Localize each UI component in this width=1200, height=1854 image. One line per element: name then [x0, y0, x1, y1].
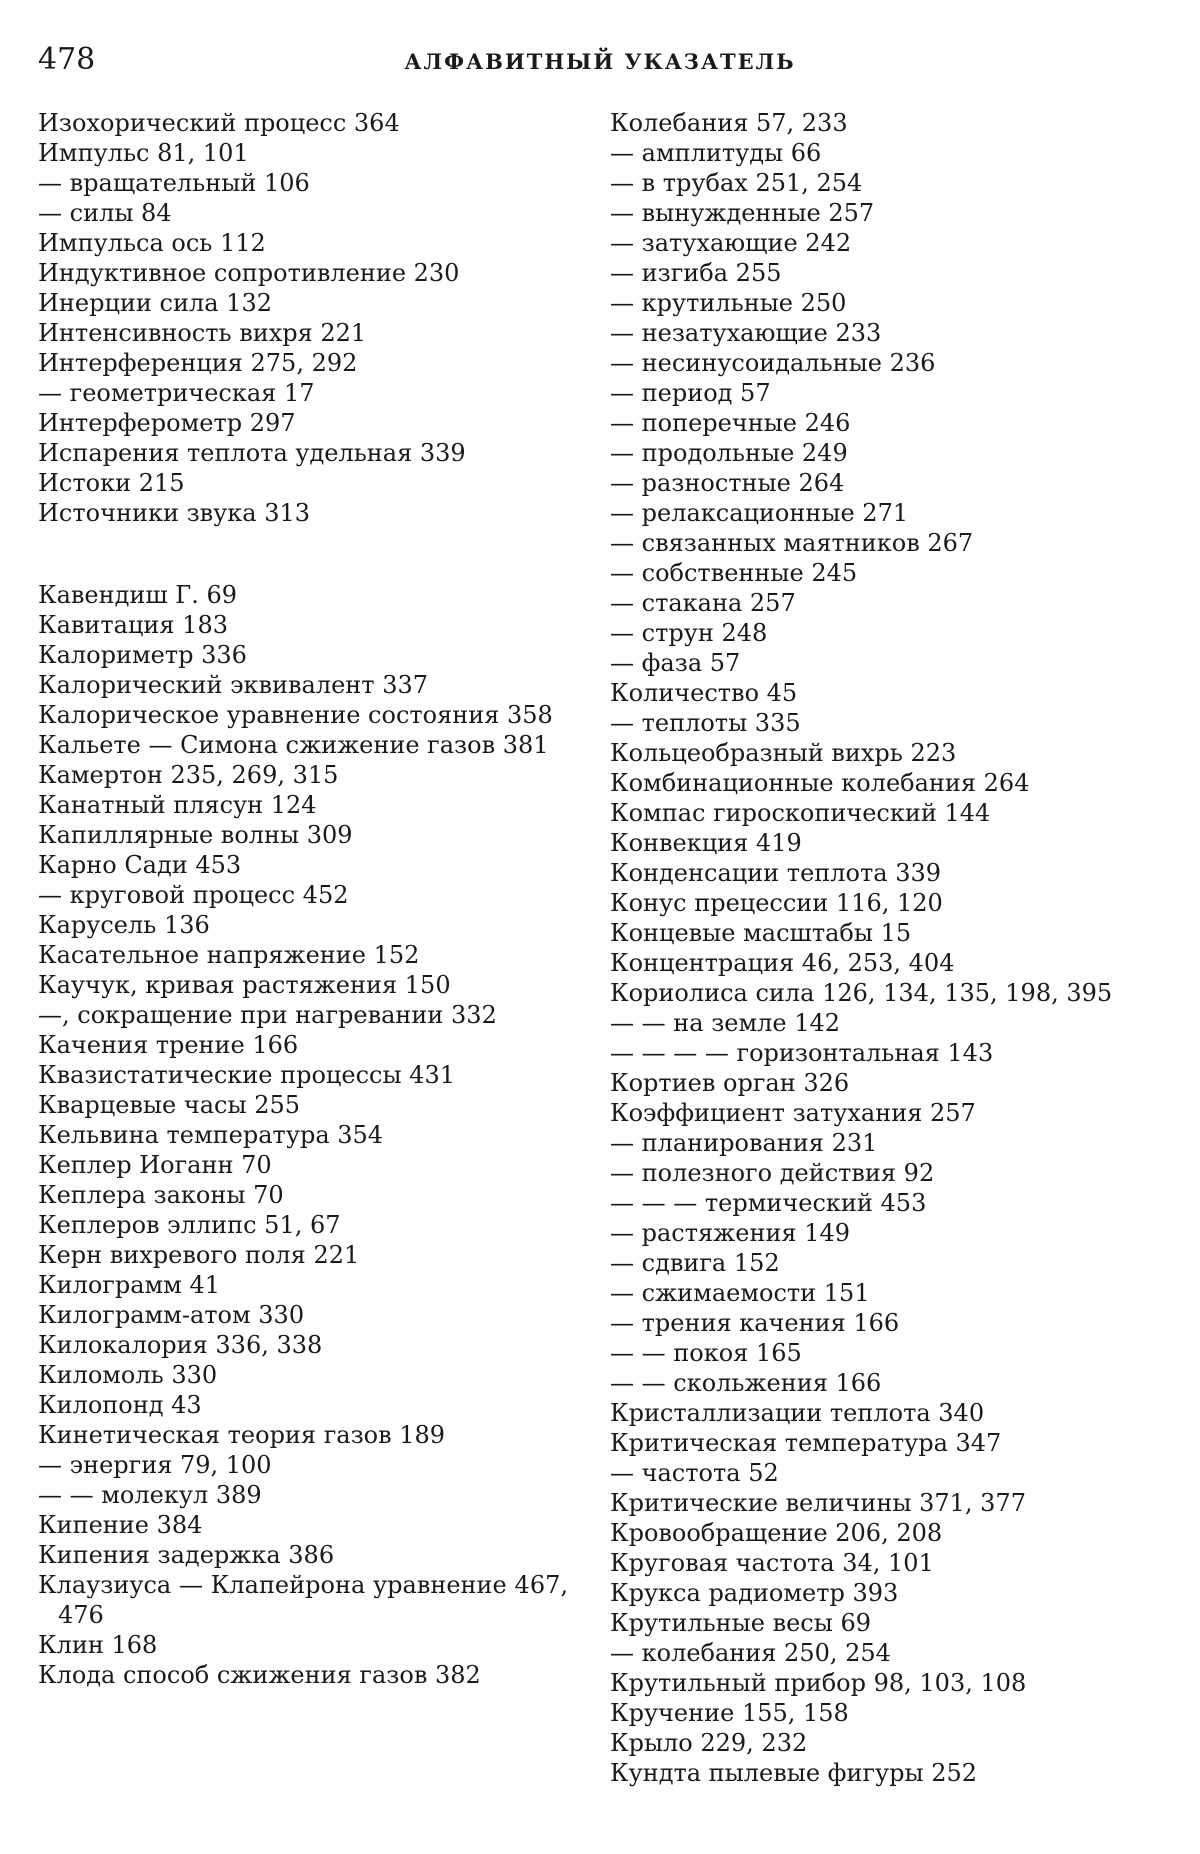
- index-entry: Интерференция 275, 292: [38, 349, 358, 377]
- index-entry: Испарения теплота удельная 339: [38, 439, 466, 467]
- index-entry: Коэффициент затухания 257: [610, 1099, 976, 1127]
- index-entry: Канатный плясун 124: [38, 791, 317, 819]
- index-entry: Изохорический процесс 364: [38, 109, 400, 137]
- index-entry: — колебания 250, 254: [610, 1639, 891, 1667]
- index-entry: —, сокращение при нагревании 332: [38, 1001, 497, 1029]
- index-entry: Калорический эквивалент 337: [38, 671, 428, 699]
- index-entry: — теплоты 335: [610, 709, 801, 737]
- index-entry: Источники звука 313: [38, 499, 311, 527]
- index-entry: Кортиев орган 326: [610, 1069, 850, 1097]
- index-entry: — — — термический 453: [610, 1189, 927, 1217]
- index-entry: — амплитуды 66: [610, 139, 822, 167]
- index-entry: — поперечные 246: [610, 409, 851, 437]
- index-entry: Концентрация 46, 253, 404: [610, 949, 955, 977]
- index-entry: Кручение 155, 158: [610, 1699, 849, 1727]
- index-entry: — период 57: [610, 379, 771, 407]
- index-entry: Качения трение 166: [38, 1031, 299, 1059]
- index-entry: Круговая частота 34, 101: [610, 1549, 934, 1577]
- index-entry: Керн вихревого поля 221: [38, 1241, 360, 1269]
- index-entry: Крутильные весы 69: [610, 1609, 871, 1637]
- running-title: АЛФАВИТНЫЙ УКАЗАТЕЛЬ: [404, 49, 796, 74]
- index-entry: Касательное напряжение 152: [38, 941, 420, 969]
- index-entry: Количество 45: [610, 679, 798, 707]
- index-entry: Карусель 136: [38, 911, 210, 939]
- index-entry: — затухающие 242: [610, 229, 852, 257]
- index-entry: Конденсации теплота 339: [610, 859, 941, 887]
- index-entry: — планирования 231: [610, 1129, 878, 1157]
- index-entry: Колебания 57, 233: [610, 109, 848, 137]
- index-entry: Килопонд 43: [38, 1391, 202, 1419]
- index-entry: Килокалория 336, 338: [38, 1331, 323, 1359]
- index-entry: Импульс 81, 101: [38, 139, 249, 167]
- index-entry: — стакана 257: [610, 589, 796, 617]
- index-entry: Концевые масштабы 15: [610, 919, 912, 947]
- index-entry: Кеплер Иоганн 70: [38, 1151, 272, 1179]
- index-entry: Клода способ сжижения газов 382: [38, 1661, 481, 1689]
- index-entry: Кипение 384: [38, 1511, 203, 1539]
- index-entry: Крыло 229, 232: [610, 1729, 808, 1757]
- index-entry: — продольные 249: [610, 439, 848, 467]
- index-entry: — в трубах 251, 254: [610, 169, 863, 197]
- index-entry: Кеплера законы 70: [38, 1181, 284, 1209]
- index-entry: Карно Сади 453: [38, 851, 242, 879]
- index-entry: Квазистатические процессы 431: [38, 1061, 455, 1089]
- group-separator: [38, 528, 568, 580]
- index-entry: Импульса ось 112: [38, 229, 266, 257]
- index-entry: Критические величины 371, 377: [610, 1489, 1026, 1517]
- page-number: 478: [38, 42, 96, 77]
- index-entry: — вращательный 106: [38, 169, 310, 197]
- index-group-right: [610, 108, 1158, 1788]
- index-entry: — трения качения 166: [610, 1309, 900, 1337]
- index-entry: Калориметр 336: [38, 641, 247, 669]
- index-entry: — растяжения 149: [610, 1219, 851, 1247]
- index-entry: Комбинационные колебания 264: [610, 769, 1030, 797]
- index-entry: — круговой процесс 452: [38, 881, 349, 909]
- index-entry: Крукса радиометр 393: [610, 1579, 899, 1607]
- index-entry: Кварцевые часы 255: [38, 1091, 300, 1119]
- index-entry: Истоки 215: [38, 469, 185, 497]
- index-entry: — силы 84: [38, 199, 172, 227]
- index-entry: Килограмм 41: [38, 1271, 221, 1299]
- index-group-k: [38, 580, 568, 1690]
- index-entry: — — скольжения 166: [610, 1369, 882, 1397]
- index-entry: Клаузиуса — Клапейрона уравнение 467, 476: [38, 1571, 568, 1629]
- index-entry: Интенсивность вихря 221: [38, 319, 367, 347]
- index-entry: Кавитация 183: [38, 611, 228, 639]
- index-entry: Киломоль 330: [38, 1361, 218, 1389]
- index-group-i: [38, 108, 568, 528]
- index-entry: Калорическое уравнение состояния 358: [38, 701, 553, 729]
- index-entry: Кипения задержка 386: [38, 1541, 335, 1569]
- index-entry: Кровообращение 206, 208: [610, 1519, 943, 1547]
- index-entry: Конвекция 419: [610, 829, 802, 857]
- index-entry: Индуктивное сопротивление 230: [38, 259, 460, 287]
- index-entry: Каучук, кривая растяжения 150: [38, 971, 451, 999]
- index-entry: Кеплеров эллипс 51, 67: [38, 1211, 341, 1239]
- index-entry: — связанных маятников 267: [610, 529, 974, 557]
- index-entry: — — — — горизонтальная 143: [610, 1039, 994, 1067]
- index-entry: Критическая температура 347: [610, 1429, 1002, 1457]
- index-entry: — фаза 57: [610, 649, 741, 677]
- index-entry: — энергия 79, 100: [38, 1451, 272, 1479]
- left-column: [38, 108, 568, 1690]
- index-entry: — вынужденные 257: [610, 199, 875, 227]
- index-entry: Камертон 235, 269, 315: [38, 761, 339, 789]
- index-entry: — незатухающие 233: [610, 319, 882, 347]
- index-entry: — изгиба 255: [610, 259, 782, 287]
- page-header: [0, 40, 1200, 80]
- index-entry: — сдвига 152: [610, 1249, 780, 1277]
- index-entry: Интерферометр 297: [38, 409, 296, 437]
- index-entry: Кальете — Симона сжижение газов 381: [38, 731, 549, 759]
- index-entry: — частота 52: [610, 1459, 779, 1487]
- right-column: [610, 108, 1158, 1788]
- index-entry: — несинусоидальные 236: [610, 349, 936, 377]
- index-entry: Крутильный прибор 98, 103, 108: [610, 1669, 1027, 1697]
- index-entry: — — покоя 165: [610, 1339, 802, 1367]
- index-entry: Кинетическая теория газов 189: [38, 1421, 446, 1449]
- index-entry: Конус прецессии 116, 120: [610, 889, 943, 917]
- index-entry: — собственные 245: [610, 559, 858, 587]
- index-entry: — — молекул 389: [38, 1481, 262, 1509]
- index-entry: — — на земле 142: [610, 1009, 841, 1037]
- index-entry: Кельвина температура 354: [38, 1121, 384, 1149]
- index-entry: — разностные 264: [610, 469, 845, 497]
- index-entry: — полезного действия 92: [610, 1159, 935, 1187]
- index-entry: Кориолиса сила 126, 134, 135, 198, 395: [610, 979, 1113, 1007]
- index-entry: Кристаллизации теплота 340: [610, 1399, 985, 1427]
- index-entry: — сжимаемости 151: [610, 1279, 870, 1307]
- index-entry: Инерции сила 132: [38, 289, 272, 317]
- index-entry: Компас гироскопический 144: [610, 799, 991, 827]
- index-entry: — крутильные 250: [610, 289, 847, 317]
- index-entry: Килограмм-атом 330: [38, 1301, 305, 1329]
- index-entry: Капиллярные волны 309: [38, 821, 353, 849]
- index-entry: Кавендиш Г. 69: [38, 581, 237, 609]
- index-entry: — струн 248: [610, 619, 768, 647]
- index-entry: — релаксационные 271: [610, 499, 909, 527]
- index-entry: Клин 168: [38, 1631, 158, 1659]
- index-entry: Кольцеобразный вихрь 223: [610, 739, 957, 767]
- index-entry: — геометрическая 17: [38, 379, 315, 407]
- index-entry: Кундта пылевые фигуры 252: [610, 1759, 978, 1787]
